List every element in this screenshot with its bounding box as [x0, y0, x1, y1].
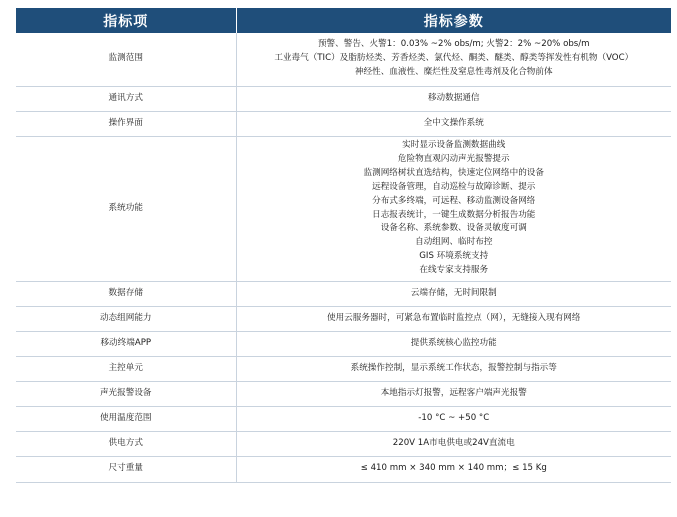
value-line: 全中文操作系统: [423, 117, 484, 128]
table-row: [16, 86, 671, 111]
row-key: 声光报警设备: [16, 381, 236, 406]
row-value: [236, 111, 671, 136]
header-indicator-param: 指标参数: [236, 8, 671, 33]
table-row: [16, 136, 671, 281]
header-indicator-item: 指标项: [16, 8, 236, 33]
value-line: 本地指示灯报警，远程客户端声光报警: [380, 387, 527, 398]
table-row: [16, 33, 671, 86]
row-key: 数据存储: [16, 281, 236, 306]
row-key: 操作界面: [16, 111, 236, 136]
value-line: 移动数据通信: [427, 92, 480, 103]
value-line: GIS 环境系统支持: [419, 251, 489, 262]
value-line: 自动组网、临时布控: [415, 237, 493, 248]
row-key: 供电方式: [16, 431, 236, 456]
value-line: 220V 1A市电供电或24V直流电: [392, 437, 515, 448]
row-value: [236, 431, 671, 456]
row-key: 动态组网能力: [16, 306, 236, 331]
value-line: 远程设备管理，自动巡检与故障诊断、提示: [372, 181, 536, 192]
value-line: 日志报表统计，一键生成数据分析报告功能: [372, 209, 536, 220]
table-header-row: [16, 8, 671, 33]
table-row: [16, 381, 671, 406]
spec-table: [16, 8, 671, 483]
row-value: [236, 136, 671, 281]
row-key: 尺寸重量: [16, 456, 236, 482]
row-value: [236, 306, 671, 331]
row-value: [236, 356, 671, 381]
value-line: 云端存储，无时间限制: [410, 287, 497, 298]
table-body: [16, 33, 671, 482]
table-row: [16, 281, 671, 306]
row-key: 主控单元: [16, 356, 236, 381]
row-value: [236, 406, 671, 431]
spec-table-container: [16, 8, 671, 483]
value-line: 分布式多终端，可远程、移动监测设备网络: [372, 195, 536, 206]
table-row: [16, 356, 671, 381]
value-line: ≤ 410 mm × 340 mm × 140 mm；≤ 15 Kg: [360, 463, 547, 474]
table-row: [16, 456, 671, 482]
value-line: 在线专家支持服务: [419, 265, 489, 276]
row-key: 通讯方式: [16, 86, 236, 111]
table-row: [16, 331, 671, 356]
value-line: 系统操作控制，显示系统工作状态，报警控制与指示等: [350, 362, 557, 373]
value-line: 危险物直观闪动声光报警提示: [397, 153, 510, 164]
value-line: 预警、警告、火警1：0.03% ~2% obs/m; 火警2：2% ~20% obs/m: [317, 39, 590, 50]
value-line: 监测网络树状直选结构，快速定位网络中的设备: [363, 167, 544, 178]
row-value: [236, 86, 671, 111]
row-value: [236, 381, 671, 406]
row-value: [236, 33, 671, 86]
table-row: [16, 431, 671, 456]
value-line: 提供系统核心监控功能: [410, 337, 497, 348]
value-line: 神经性、血液性、糜烂性及窒息性毒剂及化合物前体: [354, 67, 553, 78]
table-row: [16, 111, 671, 136]
value-line: 工业毒气（TIC）及脂肪烃类、芳香烃类、氯代烃、酮类、醚类、醇类等挥发性有机物（VOC）: [274, 53, 634, 64]
table-row: [16, 406, 671, 431]
row-value: [236, 331, 671, 356]
row-key: 移动终端APP: [16, 331, 236, 356]
value-line: 实时显示设备监测数据曲线: [402, 139, 506, 150]
row-key: 监测范围: [16, 33, 236, 86]
value-line: 设备名称、系统参数、设备灵敏度可调: [380, 223, 527, 234]
row-key: 系统功能: [16, 136, 236, 281]
table-row: [16, 306, 671, 331]
row-value: [236, 456, 671, 482]
value-line: 使用云服务器时，可紧急布置临时监控点（网），无缝接入现有网络: [326, 312, 581, 323]
value-line: -10 °C ~ +50 °C: [418, 412, 490, 423]
row-key: 使用温度范围: [16, 406, 236, 431]
row-value: [236, 281, 671, 306]
